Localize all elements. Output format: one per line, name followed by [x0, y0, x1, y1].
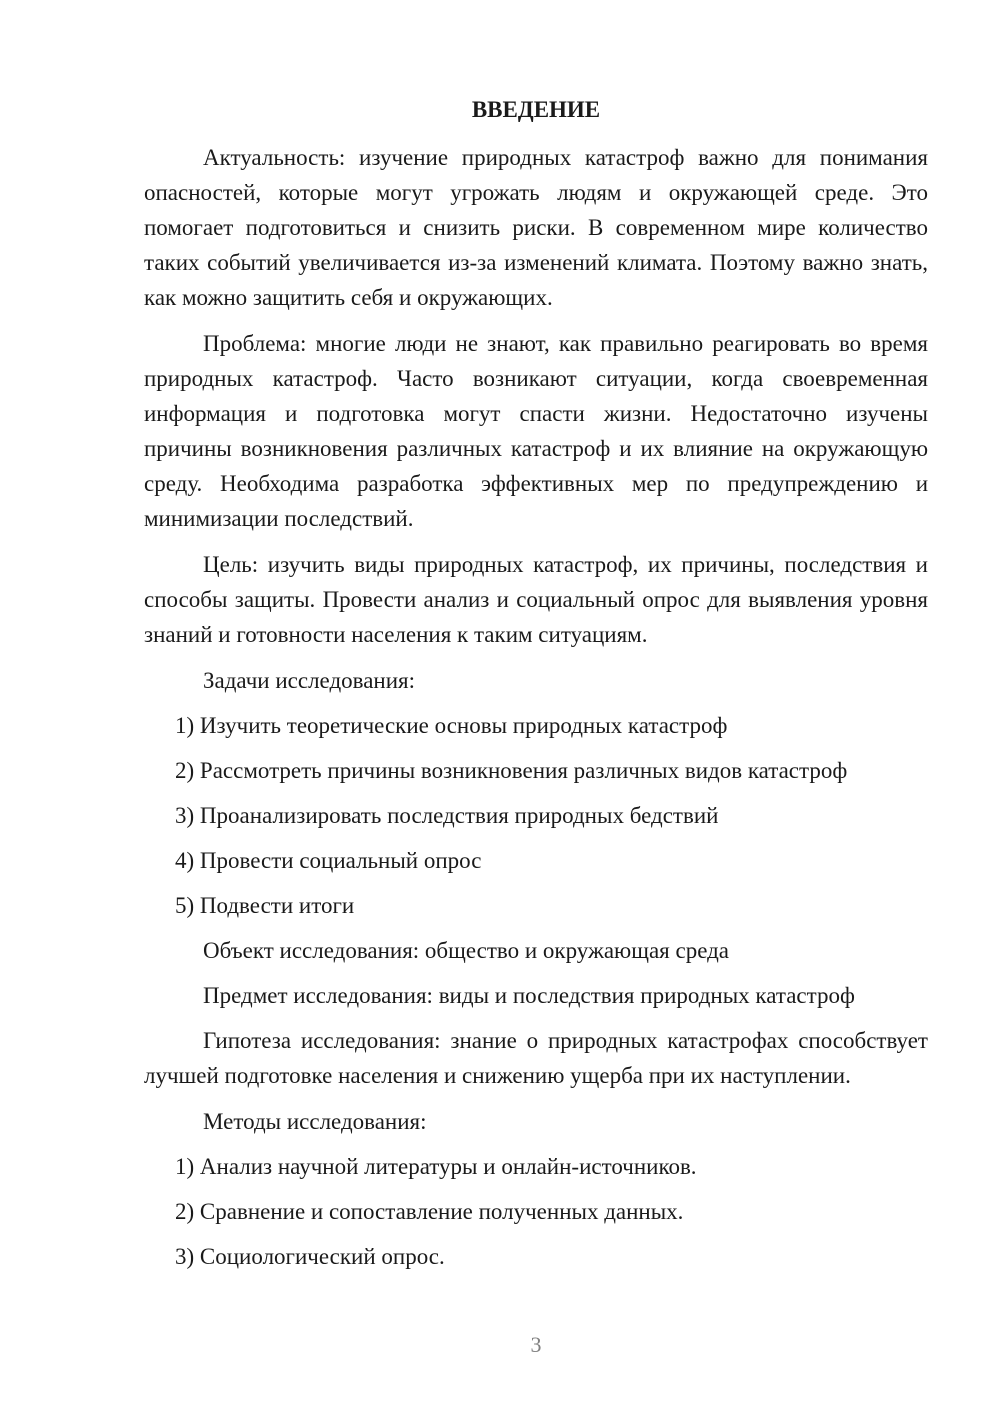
task-item-2: 2) Рассмотреть причины возникновения различных видов катастроф [175, 758, 848, 783]
task-item-5: 5) Подвести итоги [175, 893, 355, 918]
method-item-2: 2) Сравнение и сопоставление полученных данных. [175, 1199, 684, 1224]
task-item-3: 3) Проанализировать последствия природных бедствий [175, 803, 719, 828]
method-item-3: 3) Социологический опрос. [175, 1244, 445, 1269]
methods-heading: Методы исследования: [203, 1109, 427, 1134]
hypothesis-paragraph: Гипотеза исследования: знание о природных катастрофах способствует лучшей подготовке населения и снижению ущерба при их наступлении. [144, 1028, 928, 1088]
relevance-paragraph: Актуальность: изучение природных катастроф важно для понимания опасностей, которые могут угрожать людям и окружающей среде. Это помогает подготовиться и снизить риски. В современном мире количество таких событий увеличивается из-за изменений климата. Поэтому важно знать, как можно защитить себя и окружающих. [144, 145, 928, 310]
tasks-heading: Задачи исследования: [203, 668, 416, 693]
research-object: Объект исследования: общество и окружающая среда [203, 938, 730, 963]
page-number: 3 [530, 1332, 542, 1357]
problem-paragraph: Проблема: многие люди не знают, как правильно реагировать во время природных катастроф. Часто возникают ситуации, когда своевременная информация и подготовка могут спасти жизни. Недостаточно изучены причины возникновения различных катастроф и их влияние на окружающую среду. Необходима разработка эффективных мер по предупреждению и минимизации последствий. [144, 331, 928, 531]
document-page [144, 92, 928, 1284]
research-subject: Предмет исследования: виды и последствия природных катастроф [203, 983, 855, 1008]
task-item-1: 1) Изучить теоретические основы природных катастроф [175, 713, 728, 738]
task-item-4: 4) Провести социальный опрос [175, 848, 482, 873]
page-title: ВВЕДЕНИЕ [471, 97, 601, 122]
goal-paragraph: Цель: изучить виды природных катастроф, их причины, последствия и способы защиты. Провести анализ и социальный опрос для выявления уровня знаний и готовности населения к таким ситуациям. [144, 552, 928, 647]
method-item-1: 1) Анализ научной литературы и онлайн-источников. [175, 1154, 697, 1179]
